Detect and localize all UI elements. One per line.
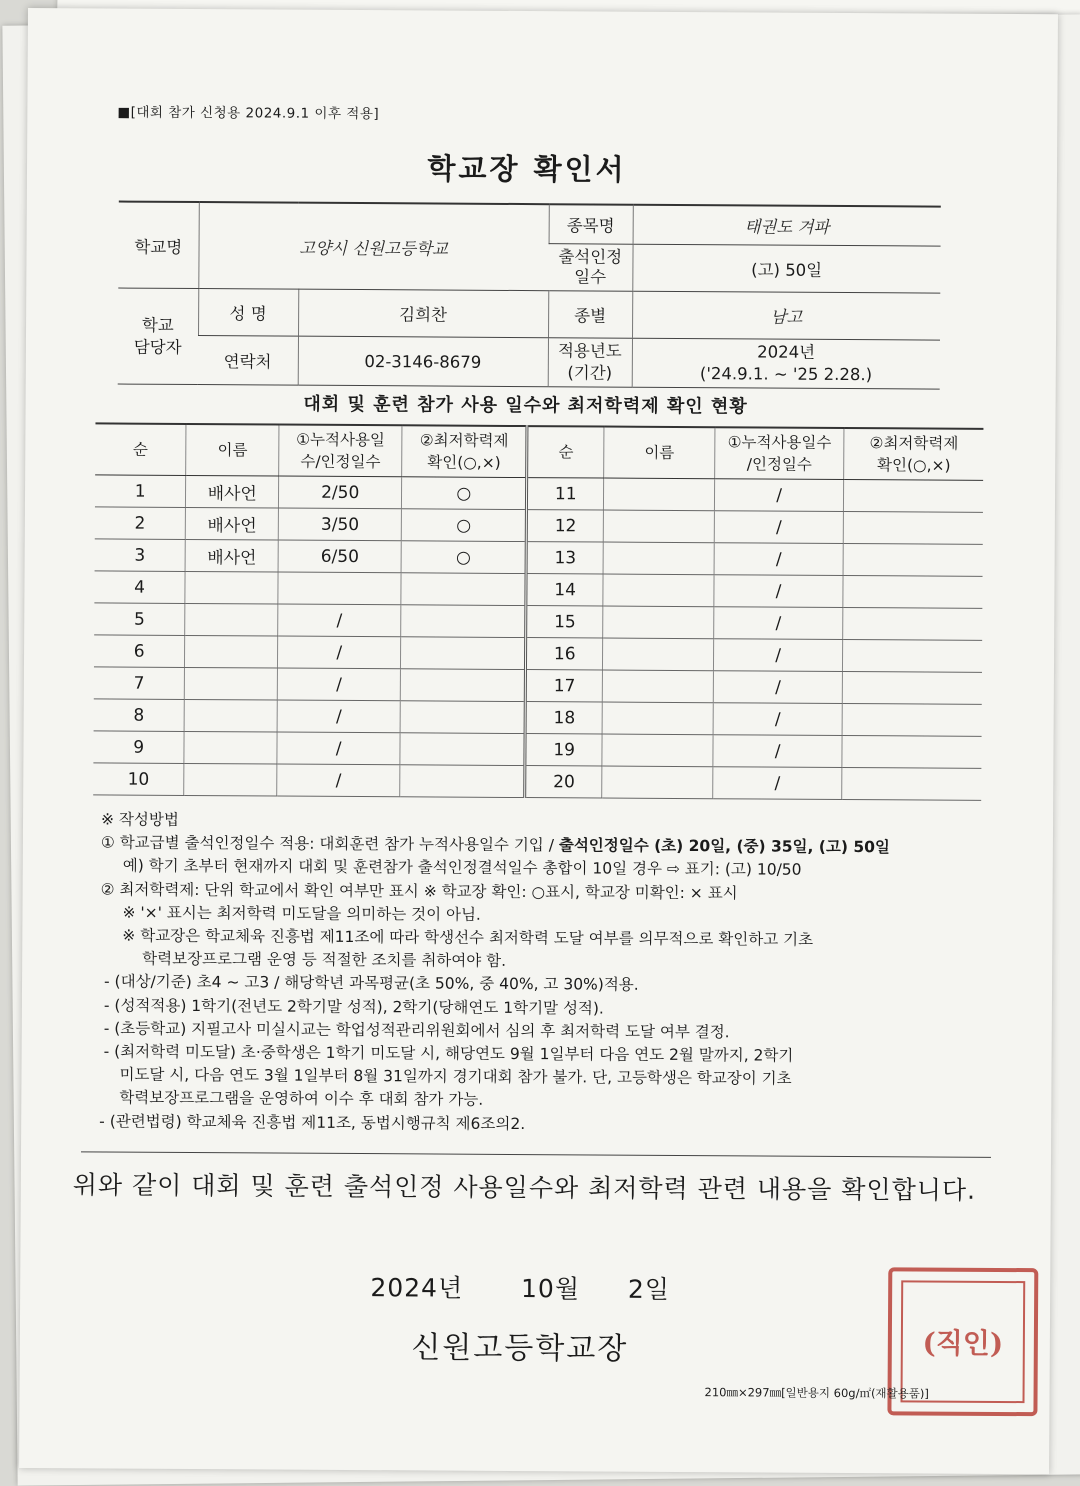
row-days-left: 2/50: [279, 476, 402, 509]
row-days-left: /: [277, 668, 400, 701]
note-8b: 미도달 시, 다음 연도 3월 1일부터 8월 31일까지 경기대회 참가 불가. 단, 고등학생은 학교장이 기초: [119, 1065, 792, 1088]
row-check-right: [843, 607, 982, 640]
row-days-right: /: [713, 703, 842, 736]
row-days-right: /: [714, 511, 843, 544]
row-number-right: 17: [526, 670, 603, 702]
row-days-left: /: [277, 700, 400, 733]
info-table: [118, 201, 941, 390]
row-name-left: [185, 635, 278, 668]
row-name-left: [184, 731, 277, 764]
table-row: [94, 699, 982, 736]
seal-text: (직인): [922, 1326, 1004, 1360]
row-days-right: /: [714, 575, 843, 608]
header-check-right: ②최저학력제 확인(○,×): [844, 428, 984, 480]
row-number-left: 3: [95, 539, 186, 572]
contact-value: 02-3146-8679: [298, 336, 548, 387]
table-row: [94, 603, 982, 640]
row-check-right: [843, 575, 982, 608]
note-3: ※ '×' 표시는 최저학력 미도달을 의미하는 것이 아님.: [122, 903, 481, 924]
row-number-right: 18: [525, 702, 602, 734]
gender-label: 종별: [548, 291, 632, 339]
header-days-right: ①누적사용일수 /인정일수: [715, 427, 844, 479]
table-row: [95, 475, 983, 512]
row-number-right: 14: [526, 574, 603, 606]
row-name-left: [185, 603, 278, 636]
row-number-left: 1: [95, 475, 186, 508]
date-year: 2024년: [370, 1273, 464, 1303]
paper-spec: 210㎜×297㎜[일반용지 60g/㎡(재활용품)]: [704, 1385, 929, 1401]
note-6: - (성적적용) 1학기(전년도 2학기말 성적), 2학기(당해연도 1학기말 성적).: [103, 996, 604, 1018]
row-name-left: 배사언: [186, 507, 279, 540]
table-row: [94, 571, 982, 608]
table-body: [93, 475, 983, 800]
name-value: 김희찬: [298, 289, 548, 338]
row-name-left: 배사언: [186, 475, 279, 508]
year-value: 2024년 ('24.9.1. ~ '25 2.28.): [632, 338, 940, 389]
row-check-left: ○: [401, 541, 526, 574]
row-number-left: 6: [94, 635, 185, 668]
row-name-left: [184, 699, 277, 732]
row-days-left: [278, 572, 401, 605]
note-2: ② 최저학력제: 단위 학교에서 확인 여부만 표시 ※ 학교장 확인: ○표시, 학교장 미확인: × 표시: [100, 880, 738, 902]
date-day: 2일: [627, 1274, 671, 1304]
note-8a: - (최저학력 미도달) 초·중학생은 1학기 미도달 시, 해당연도 9월 1일부터 다음 연도 2월 말까지, 2학기: [103, 1042, 794, 1065]
row-check-left: [401, 637, 526, 670]
row-check-left: [400, 733, 525, 766]
header-seq-right: 순: [527, 426, 604, 478]
row-check-left: [401, 605, 526, 638]
row-check-right: [843, 639, 982, 672]
row-days-left: 3/50: [278, 508, 401, 541]
header-seq-left: 순: [95, 423, 186, 475]
row-name-right: [603, 638, 714, 671]
row-days-right: /: [713, 767, 842, 800]
row-days-left: /: [278, 636, 401, 669]
note-1a: ① 학교급별 출석인정일수 적용: 대회훈련 참가 누적사용일수 기입 /: [100, 833, 559, 855]
note-7: - (초등학교) 지필고사 미실시교는 학업성적관리위원회에서 심의 후 최저학력 도달 여부 결정.: [103, 1019, 730, 1042]
row-number-right: 12: [527, 510, 604, 542]
row-days-left: /: [278, 604, 401, 637]
header-name-right: 이름: [604, 427, 715, 479]
row-name-left: [184, 763, 277, 796]
notes-heading: ※ 작성방법: [100, 810, 179, 829]
row-number-right: 19: [525, 734, 602, 766]
table-row: [95, 507, 983, 544]
table-row: [93, 731, 981, 768]
row-name-right: [603, 478, 714, 511]
table-row: [94, 667, 982, 704]
row-number-left: 4: [94, 571, 185, 604]
row-check-left: [401, 669, 526, 702]
row-check-right: [842, 735, 981, 768]
row-name-left: 배사언: [185, 539, 278, 572]
event-value: 태권도 겨파: [633, 205, 941, 246]
event-label: 종목명: [549, 204, 633, 244]
row-days-right: /: [714, 607, 843, 640]
row-number-left: 7: [94, 667, 185, 700]
manager-label: 학교 담당자: [118, 288, 199, 384]
row-name-left: [185, 571, 278, 604]
row-name-right: [603, 510, 714, 543]
gender-value: 남고: [632, 291, 940, 340]
participation-table: [93, 422, 983, 800]
row-name-right: [603, 542, 714, 575]
principal-name: 신원고등학교장: [411, 1330, 629, 1367]
confirmation-text: 위와 같이 대회 및 훈련 출석인정 사용일수와 최저학력 관련 내용을 확인합니다.: [72, 1170, 977, 1205]
date-month: 10월: [520, 1274, 581, 1304]
row-number-right: 20: [525, 766, 602, 798]
row-number-left: 8: [94, 699, 185, 732]
row-name-right: [602, 734, 713, 767]
note-4a: ※ 학교장은 학교체육 진흥법 제11조에 따라 학생선수 최저학력 도달 여부를 의무적으로 확인하고 기초: [122, 926, 814, 949]
header-days-left: ①누적사용일 수/인정일수: [279, 425, 402, 477]
note-9: - (관련법령) 학교체육 진흥법 제11조, 동법시행규칙 제6조의2.: [99, 1112, 526, 1133]
header-note: ■[대회 참가 신청용 2024.9.1 이후 적용]: [117, 104, 380, 123]
attendance-value: (고) 50일: [632, 244, 940, 293]
row-name-right: [602, 670, 713, 703]
row-days-right: /: [714, 639, 843, 672]
table-subtitle: 대회 및 훈련 참가 사용 일수와 최저학력제 확인 현황: [303, 393, 748, 418]
row-number-right: 16: [526, 638, 603, 670]
instructions: [99, 808, 1001, 1138]
school-label: 학교명: [118, 202, 199, 289]
name-label: 성 명: [198, 289, 298, 337]
row-number-left: 2: [95, 507, 186, 540]
row-check-left: ○: [401, 509, 526, 542]
note-1b: 출석인정일수 (초) 20일, (중) 35일, (고) 50일: [558, 836, 890, 857]
row-days-right: /: [713, 671, 842, 704]
row-number-right: 11: [527, 478, 604, 510]
issue-date: [20, 1266, 1020, 1308]
year-label: 적용년도 (기간): [548, 338, 632, 388]
row-number-right: 13: [526, 542, 603, 574]
divider-line: [81, 1151, 991, 1158]
row-check-right: [843, 543, 982, 576]
row-check-right: [842, 767, 981, 800]
row-days-left: 6/50: [278, 540, 401, 573]
note-5: - (대상/기준) 초4 ~ 고3 / 해당학년 과목평균(초 50%, 중 40%, 고 30%)적용.: [103, 972, 639, 995]
row-check-left: ○: [402, 477, 527, 510]
note-8c: 학력보장프로그램을 운영하여 이수 후 대회 참가 가능.: [119, 1089, 484, 1110]
row-check-right: [842, 671, 981, 704]
row-number-right: 15: [526, 606, 603, 638]
contact-label: 연락처: [198, 336, 298, 386]
row-number-left: 10: [93, 763, 184, 796]
school-value: 고양시 신원고등학교: [198, 202, 549, 291]
row-days-left: /: [277, 764, 400, 797]
row-name-right: [603, 606, 714, 639]
row-days-right: /: [714, 543, 843, 576]
header-check-left: ②최저학력제 확인(○,×): [402, 425, 527, 477]
row-name-right: [602, 702, 713, 735]
table-row: [94, 635, 982, 672]
row-check-right: [842, 703, 981, 736]
document-title: 학교장 확인서: [427, 151, 627, 187]
row-number-left: 5: [94, 603, 185, 636]
header-name-left: 이름: [186, 424, 279, 476]
attendance-label: 출석인정 일수: [548, 244, 632, 292]
row-days-right: /: [714, 479, 843, 512]
row-days-left: /: [277, 732, 400, 765]
certificate-page: [19, 8, 1058, 1474]
row-days-right: /: [713, 735, 842, 768]
row-check-right: [844, 479, 983, 512]
row-name-left: [185, 667, 278, 700]
note-4b: 학력보장프로그램 운영 등 적절한 조치를 취하여야 함.: [142, 949, 507, 971]
table-row: [95, 539, 983, 576]
row-name-right: [603, 574, 714, 607]
row-check-left: [401, 573, 526, 606]
row-check-left: [400, 765, 525, 798]
note-1c: 예) 학기 초부터 현재까지 대회 및 훈련참가 출석인정결석일수 총합이 10일 경우 ⇨ 표기: (고) 10/50: [122, 857, 802, 880]
row-name-right: [602, 766, 713, 799]
row-check-left: [400, 701, 525, 734]
row-check-right: [843, 511, 982, 544]
row-number-left: 9: [93, 731, 184, 764]
table-row: [93, 763, 981, 800]
